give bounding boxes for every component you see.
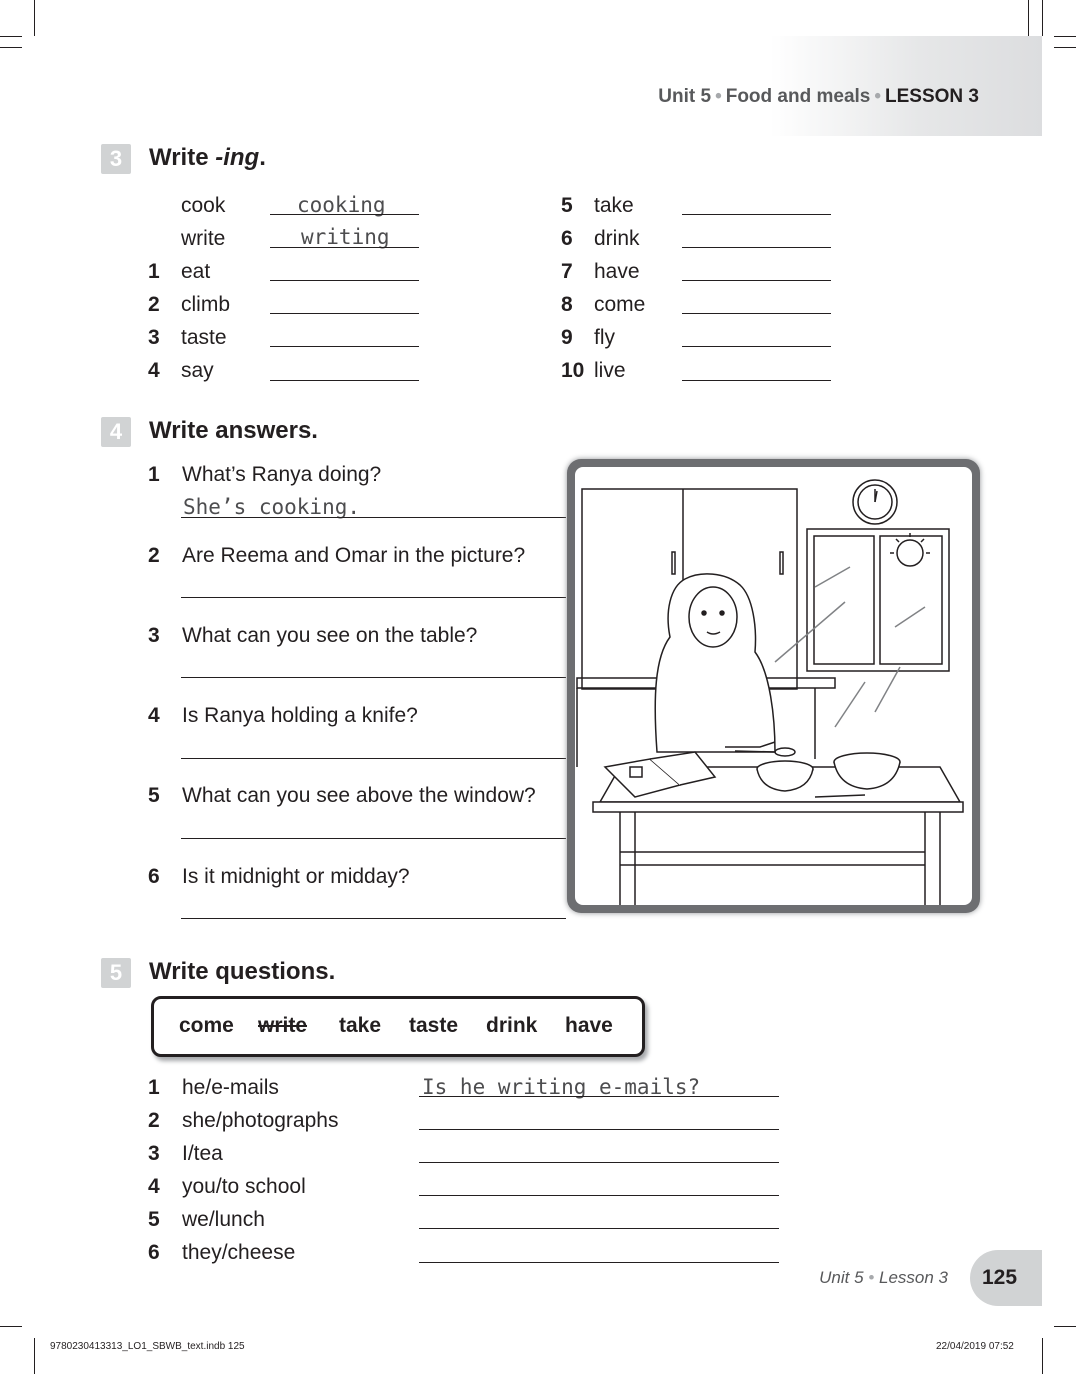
verb: drink: [594, 227, 640, 250]
verb: fly: [594, 326, 615, 349]
word-box: [151, 996, 645, 1057]
item-number: 1: [148, 1076, 160, 1099]
item-number: 5: [148, 1208, 160, 1231]
word-box-item-crossed-out: write: [258, 1014, 308, 1037]
item-number: 2: [148, 1109, 160, 1132]
exercise-5-number: 5: [101, 958, 131, 988]
question-number: 3: [148, 624, 160, 647]
running-header: [658, 86, 979, 108]
kitchen-illustration: [575, 467, 972, 905]
handwritten-answer: writing: [301, 225, 390, 249]
item-number: 5: [561, 194, 573, 217]
answer-line[interactable]: [419, 1096, 779, 1097]
answer-line[interactable]: [270, 346, 419, 347]
prompt: she/photographs: [182, 1109, 339, 1132]
question-number: 5: [148, 784, 160, 807]
answer-line[interactable]: [682, 380, 831, 381]
answer-line[interactable]: [419, 1262, 779, 1263]
item-number: 4: [148, 359, 160, 382]
question-number: 6: [148, 865, 160, 888]
header-lesson: LESSON 3: [885, 86, 979, 107]
prompt: they/cheese: [182, 1241, 296, 1264]
exercise-4-title: Write answers.: [149, 417, 318, 444]
item-number: 2: [148, 293, 160, 316]
prompt: I/tea: [182, 1142, 223, 1165]
answer-line[interactable]: [419, 1162, 779, 1163]
word-box-item: take: [339, 1014, 382, 1037]
crop-mark: [1028, 0, 1029, 36]
exercise-3-title-ing: -ing: [215, 144, 260, 171]
verb: climb: [181, 293, 231, 316]
answer-line[interactable]: [682, 313, 831, 314]
print-slug-file: 9780230413313_LO1_SBWB_text.indb 125: [50, 1341, 245, 1352]
item-number: 3: [148, 326, 160, 349]
footer-separator: •: [868, 1268, 875, 1287]
crop-mark: [1042, 1338, 1043, 1374]
item-number: 3: [148, 1142, 160, 1165]
header-topic: Food and meals: [725, 86, 871, 107]
answer-line[interactable]: [270, 280, 419, 281]
answer-line[interactable]: [181, 758, 566, 759]
answer-line[interactable]: [682, 247, 831, 248]
header-separator: •: [874, 86, 882, 107]
word-box-item: drink: [486, 1014, 538, 1037]
verb: eat: [181, 260, 211, 283]
answer-line[interactable]: [419, 1129, 779, 1130]
word-box-item: have: [565, 1014, 613, 1037]
exercise-3-number: 3: [101, 144, 131, 174]
item-number: 6: [148, 1241, 160, 1264]
item-number: 4: [148, 1175, 160, 1198]
crop-mark: [34, 1338, 35, 1374]
answer-line[interactable]: [682, 280, 831, 281]
answer-line[interactable]: [270, 214, 419, 215]
handwritten-answer: She’s cooking.: [183, 495, 361, 519]
question-number: 2: [148, 544, 160, 567]
exercise-4-number: 4: [101, 417, 131, 447]
crop-mark: [1054, 1326, 1076, 1327]
kitchen-illustration-frame: [567, 459, 980, 913]
verb: live: [594, 359, 626, 382]
answer-line[interactable]: [181, 838, 566, 839]
handwritten-answer: cooking: [297, 193, 386, 217]
handwritten-answer: Is he writing e-mails?: [422, 1075, 701, 1099]
answer-line[interactable]: [682, 346, 831, 347]
item-number: 10: [561, 359, 585, 382]
question-text: Is it midnight or midday?: [182, 865, 410, 888]
exercise-5-title: Write questions.: [149, 958, 336, 985]
question-number: 4: [148, 704, 160, 727]
exercise-3-title-text: Write: [149, 144, 216, 171]
kitchen-scene-drawing: [575, 467, 972, 905]
word-box-item: come: [179, 1014, 234, 1037]
verb: write: [181, 227, 226, 250]
item-number: 8: [561, 293, 573, 316]
answer-line[interactable]: [270, 313, 419, 314]
answer-line[interactable]: [419, 1228, 779, 1229]
answer-line[interactable]: [682, 214, 831, 215]
footer-unit: Unit 5: [819, 1268, 864, 1287]
verb: cook: [181, 194, 226, 217]
prompt: you/to school: [182, 1175, 306, 1198]
crop-mark: [0, 36, 22, 37]
crop-mark: [1054, 36, 1076, 37]
verb: come: [594, 293, 646, 316]
item-number: 6: [561, 227, 573, 250]
answer-line[interactable]: [181, 517, 566, 518]
crop-mark: [1054, 47, 1076, 48]
crop-mark: [34, 0, 35, 36]
question-number: 1: [148, 463, 160, 486]
page-number: 125: [982, 1266, 1018, 1289]
verb: take: [594, 194, 634, 217]
exercise-3-title: [149, 144, 266, 172]
answer-line[interactable]: [270, 247, 419, 248]
question-text: What can you see above the window?: [182, 784, 536, 807]
item-number: 7: [561, 260, 573, 283]
header-unit: Unit 5: [658, 86, 712, 107]
prompt: we/lunch: [182, 1208, 265, 1231]
answer-line[interactable]: [181, 597, 566, 598]
item-number: 9: [561, 326, 573, 349]
crop-mark: [1042, 0, 1043, 36]
window: [807, 529, 949, 671]
sun: [897, 540, 923, 566]
prompt: he/e-mails: [182, 1076, 279, 1099]
item-number: 1: [148, 260, 160, 283]
crop-mark: [0, 47, 22, 48]
verb: say: [181, 359, 214, 382]
answer-line[interactable]: [181, 677, 566, 678]
exercise-3-title-period: .: [259, 144, 266, 171]
question-text: What can you see on the table?: [182, 624, 478, 647]
question-text: Is Ranya holding a knife?: [182, 704, 418, 727]
footer-lesson: Lesson 3: [879, 1268, 948, 1287]
header-separator: •: [715, 86, 722, 107]
word-box-item: taste: [409, 1014, 459, 1037]
running-footer: [819, 1268, 948, 1288]
answer-line[interactable]: [419, 1195, 779, 1196]
print-slug-date: 22/04/2019 07:52: [936, 1341, 1014, 1352]
answer-line[interactable]: [181, 918, 566, 919]
ranya-figure: [655, 574, 775, 752]
verb: have: [594, 260, 640, 283]
question-text: What’s Ranya doing?: [182, 463, 382, 486]
verb: taste: [181, 326, 227, 349]
question-text: Are Reema and Omar in the picture?: [182, 544, 526, 567]
crop-mark: [0, 1326, 22, 1327]
answer-line[interactable]: [270, 380, 419, 381]
